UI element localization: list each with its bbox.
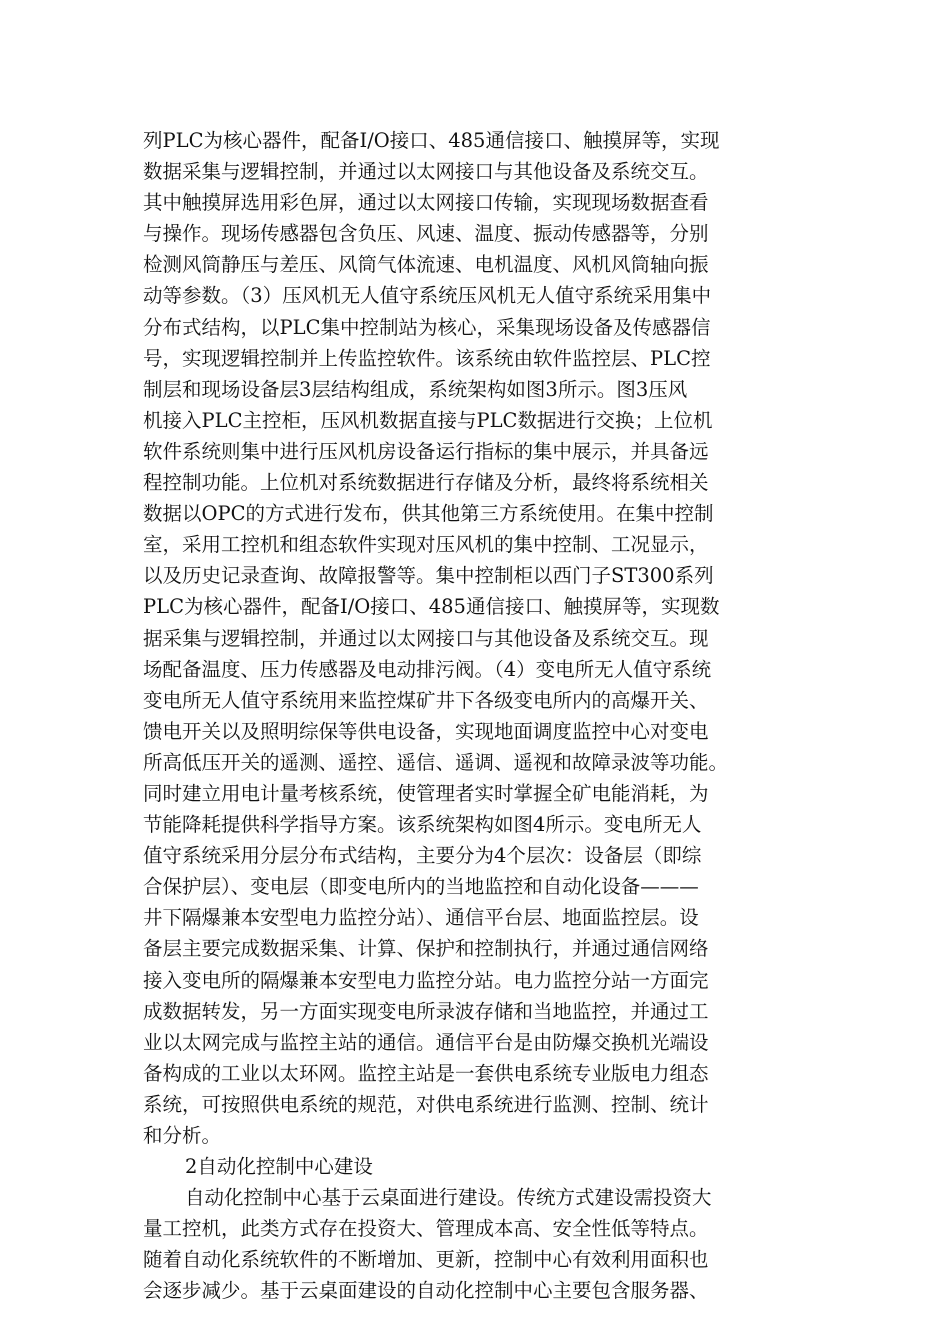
text-line: 系统，可按照供电系统的规范，对供电系统进行监测、控制、统计 <box>143 1092 709 1116</box>
text-line: 软件系统则集中进行压风机房设备运行指标的集中展示，并具备远 <box>143 439 709 463</box>
text-line: 自动化控制中心基于云桌面进行建设。传统方式建设需投资大 <box>185 1186 712 1210</box>
text-line: 变电所无人值守系统用来监控煤矿井下各级变电所内的高爆开关、 <box>143 688 709 712</box>
text-line: 室，采用工控机和组态软件实现对压风机的集中控制、工况显示， <box>143 533 709 557</box>
text-line: 分布式结构，以PLC集中控制站为核心，采集现场设备及传感器信 <box>143 315 711 339</box>
text-line: 业以太网完成与监控主站的通信。通信平台是由防爆交换机光端设 <box>143 1030 709 1054</box>
text-line: 数据采集与逻辑控制，并通过以太网接口与其他设备及系统交互。 <box>143 160 709 184</box>
section-heading: 2自动化控制中心建设 <box>185 1155 373 1179</box>
text-line: 以及历史记录查询、故障报警等。集中控制柜以西门子ST300系列 <box>143 564 714 588</box>
text-line: 节能降耗提供科学指导方案。该系统架构如图4所示。变电所无人 <box>143 813 702 837</box>
text-line: 程控制功能。上位机对系统数据进行存储及分析，最终将系统相关 <box>143 471 709 495</box>
text-line: 动等参数。（3）压风机无人值守系统压风机无人值守系统采用集中 <box>143 284 712 308</box>
text-line: 所高低压开关的遥测、遥控、遥信、遥调、遥视和故障录波等功能。 <box>143 750 729 774</box>
text-line: 合保护层）、变电层（即变电所内的当地监控和自动化设备——— <box>143 875 699 899</box>
body-text <box>143 125 823 1307</box>
text-line: 列PLC为核心器件，配备I/O接口、485通信接口、触摸屏等，实现 <box>143 129 720 152</box>
text-line: 数据以OPC的方式进行发布，供其他第三方系统使用。在集中控制 <box>143 502 714 526</box>
text-line: 接入变电所的隔爆兼本安型电力监控分站。电力监控分站一方面完 <box>143 968 709 992</box>
text-line: 同时建立用电计量考核系统，使管理者实时掌握全矿电能消耗，为 <box>143 781 709 805</box>
paragraph-1 <box>143 125 823 1151</box>
text-line: 场配备温度、压力传感器及电动排污阀。（4）变电所无人值守系统 <box>143 657 712 681</box>
text-line: 备层主要完成数据采集、计算、保护和控制执行，并通过通信网络 <box>143 937 709 961</box>
text-line: 和分析。 <box>143 1124 222 1147</box>
text-line: PLC为核心器件，配备I/O接口、485通信接口、触摸屏等，实现数 <box>143 595 720 619</box>
text-line: 机接入PLC主控柜，压风机数据直接与PLC数据进行交换；上位机 <box>143 408 713 432</box>
text-line: 其中触摸屏选用彩色屏，通过以太网接口传输，实现现场数据查看 <box>143 191 709 215</box>
text-line: 随着自动化系统软件的不断增加、更新，控制中心有效利用面积也 <box>143 1248 709 1272</box>
text-line: 值守系统采用分层分布式结构，主要分为4个层次：设备层（即综 <box>143 844 702 868</box>
text-line: 检测风筒静压与差压、风筒气体流速、电机温度、风机风筒轴向振 <box>143 253 709 277</box>
text-line: 成数据转发，另一方面实现变电所录波存储和当地监控，并通过工 <box>143 999 709 1023</box>
text-line: 量工控机，此类方式存在投资大、管理成本高、安全性低等特点。 <box>143 1217 709 1241</box>
text-line: 与操作。现场传感器包含负压、风速、温度、振动传感器等，分别 <box>143 222 709 246</box>
text-line: 备构成的工业以太环网。监控主站是一套供电系统专业版电力组态 <box>143 1061 709 1085</box>
paragraph-2 <box>143 1182 823 1306</box>
text-line: 井下隔爆兼本安型电力监控分站）、通信平台层、地面监控层。设 <box>143 906 699 930</box>
text-line: 据采集与逻辑控制，并通过以太网接口与其他设备及系统交互。现 <box>143 626 709 650</box>
text-line: 号，实现逻辑控制并上传监控软件。该系统由软件监控层、PLC控 <box>143 346 711 370</box>
text-line: 会逐步减少。基于云桌面建设的自动化控制中心主要包含服务器、 <box>143 1279 709 1303</box>
text-line: 馈电开关以及照明综保等供电设备，实现地面调度监控中心对变电 <box>143 719 709 743</box>
text-line: 制层和现场设备层3层结构组成，系统架构如图3所示。图3压风 <box>143 377 688 401</box>
